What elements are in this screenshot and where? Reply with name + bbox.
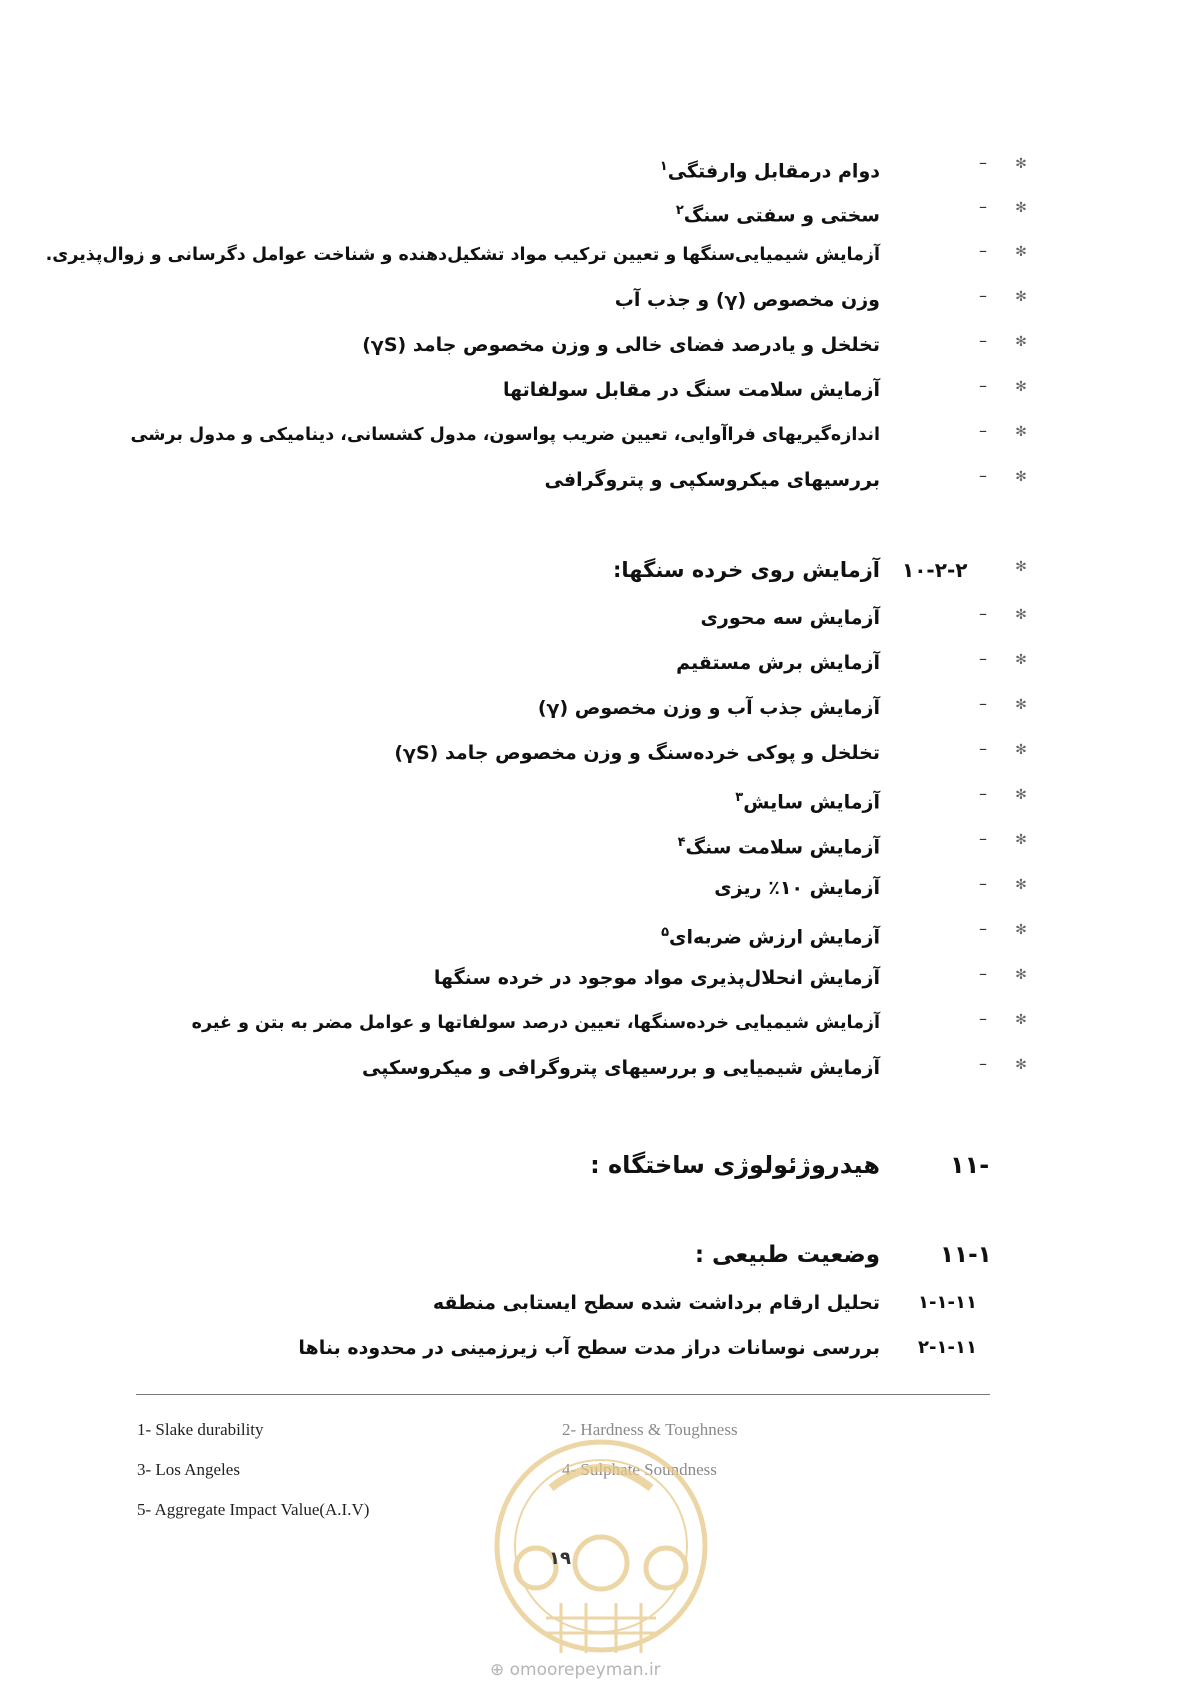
bullet-star-icon: ✻ [1015, 1012, 1027, 1028]
list-item [0, 196, 1190, 240]
bullet-star-icon: ✻ [1015, 967, 1027, 983]
bullet-dash-icon: – [979, 829, 987, 848]
list-item-text: آزمایش برش مستقیم [676, 652, 880, 674]
bullet-dash-icon: – [979, 604, 987, 623]
bullet-star-icon: ✻ [1015, 922, 1027, 938]
list-item-text: دوام درمقابل وارفتگی$^١$ [659, 159, 880, 183]
watermark-site-text: ⊕ omoorepeyman.ir [490, 1660, 661, 1680]
bullet-star-icon: ✻ [1015, 559, 1027, 575]
bullet-star-icon: ✻ [1015, 289, 1027, 305]
bullet-star-icon: ✻ [1015, 244, 1027, 260]
list-item-text: آزمایش سایش$^٣$ [735, 790, 880, 814]
bullet-star-icon: ✻ [1015, 877, 1027, 893]
list-item [0, 693, 1190, 737]
bullet-star-icon: ✻ [1015, 469, 1027, 485]
section-number: -١١ [950, 1151, 990, 1179]
list-item [0, 648, 1190, 692]
bullet-dash-icon: – [979, 919, 987, 938]
bullet-dash-icon: – [979, 421, 987, 440]
list-item-text: آزمایش جذب آب و وزن مخصوص (γ) [537, 697, 880, 719]
list-item-text: آزمایش سلامت سنگ در مقابل سولفاتها [502, 379, 880, 401]
bullet-star-icon: ✻ [1015, 334, 1027, 350]
bullet-star-icon: ✻ [1015, 156, 1027, 172]
list-item-text: تخلخل و پوکی خرده‌سنگ و وزن مخصوص جامد (γS) [394, 742, 880, 764]
footnote-1: 1- Slake durability [137, 1420, 264, 1439]
list-item-text: آزمایش شیمیایی و بررسیهای پتروگرافی و میکروسکپی [362, 1057, 880, 1079]
list-item-text: آزمایش سلامت سنگ$^۴$ [677, 835, 880, 859]
list-item-text: سختی و سفتی سنگ$^٢$ [675, 203, 880, 227]
bullet-dash-icon: – [979, 197, 987, 216]
bullet-dash-icon: – [979, 874, 987, 893]
list-item-text: اندازه‌گیریهای فراآوایی، تعیین ضریب پواسون، مدول کشسانی، دینامیکی و مدول برشی [130, 425, 880, 445]
page-number: ١٩ [549, 1548, 571, 1569]
list-item [0, 918, 1190, 962]
bullet-star-icon: ✻ [1015, 424, 1027, 440]
list-item [0, 375, 1190, 419]
list-item [0, 873, 1190, 917]
footnote-4: 4- Sulphate Soundness [562, 1460, 717, 1479]
section-number: ٢-٢-١٠ [902, 558, 968, 582]
list-item-text: آزمایش انحلال‌پذیری مواد موجود در خرده سنگها [433, 967, 880, 989]
list-item [0, 783, 1190, 827]
section-heading [0, 555, 1190, 599]
bullet-dash-icon: – [979, 241, 987, 260]
list-item [0, 828, 1190, 872]
bullet-dash-icon: – [979, 649, 987, 668]
bullet-dash-icon: – [979, 784, 987, 803]
bullet-star-icon: ✻ [1015, 652, 1027, 668]
bullet-dash-icon: – [979, 694, 987, 713]
list-item [0, 1288, 1190, 1332]
subsection-heading [0, 1240, 1190, 1284]
bullet-dash-icon: – [979, 376, 987, 395]
bullet-dash-icon: – [979, 739, 987, 758]
bullet-dash-icon: – [979, 1009, 987, 1028]
list-item-text: بررسی نوسانات دراز مدت سطح آب زیرزمینی در محدوده بناها [298, 1337, 880, 1359]
list-item-text: آزمایش شیمیایی‌سنگها و تعیین ترکیب مواد تشکیل‌دهنده و شناخت عوامل دگرسانی و زوال‌پذیری. [45, 245, 880, 265]
footnote-2: 2- Hardness & Toughness [562, 1420, 738, 1439]
list-item-text: تخلخل و یادرصد فضای خالی و وزن مخصوص جامد (γS) [362, 334, 880, 356]
item-number: ١١-١-٢ [918, 1337, 977, 1358]
list-item-text: آزمایش ١٠٪ ریزی [714, 877, 880, 899]
section-title: هیدروژئولوژی ساختگاه : [590, 1151, 880, 1179]
list-item [0, 963, 1190, 1007]
footnote-divider [136, 1394, 990, 1395]
list-item [0, 603, 1190, 647]
list-item [0, 1008, 1190, 1052]
watermark-seal-icon [476, 1428, 726, 1668]
section-number: ١-١١ [940, 1242, 992, 1268]
list-item [0, 465, 1190, 509]
bullet-star-icon: ✻ [1015, 697, 1027, 713]
bullet-dash-icon: – [979, 466, 987, 485]
list-item [0, 420, 1190, 464]
globe-icon: ⊕ [490, 1660, 505, 1680]
section-heading [0, 1150, 1190, 1194]
footnote-3: 3- Los Angeles [137, 1460, 240, 1479]
list-item [0, 240, 1190, 284]
bullet-star-icon: ✻ [1015, 787, 1027, 803]
bullet-star-icon: ✻ [1015, 742, 1027, 758]
list-item [0, 330, 1190, 374]
section-title: وضعیت طبیعی : [694, 1242, 880, 1268]
bullet-star-icon: ✻ [1015, 832, 1027, 848]
bullet-dash-icon: – [979, 1054, 987, 1073]
section-title: آزمایش روی خرده سنگها: [612, 558, 880, 582]
list-item-text: آزمایش ارزش ضربه‌ای$^۵$ [661, 925, 880, 949]
bullet-dash-icon: – [979, 964, 987, 983]
bullet-star-icon: ✻ [1015, 1057, 1027, 1073]
list-item-text: آزمایش سه محوری [700, 607, 880, 629]
list-item [0, 738, 1190, 782]
list-item-text: وزن مخصوص (γ) و جذب آب [614, 289, 880, 311]
bullet-dash-icon: – [979, 286, 987, 305]
bullet-star-icon: ✻ [1015, 200, 1027, 216]
list-item-text: تحلیل ارقام برداشت شده سطح ایستابی منطقه [432, 1292, 880, 1314]
footnote-5: 5- Aggregate Impact Value(A.I.V) [137, 1500, 370, 1519]
bullet-star-icon: ✻ [1015, 379, 1027, 395]
list-item [0, 152, 1190, 196]
item-number: ١١-١-١ [918, 1292, 977, 1313]
list-item-text: بررسیهای میکروسکپی و پتروگرافی [544, 469, 880, 491]
list-item-text: آزمایش شیمیایی خرده‌سنگها، تعیین درصد سولفاتها و عوامل مضر به بتن و غیره [191, 1013, 880, 1033]
bullet-dash-icon: – [979, 153, 987, 172]
list-item [0, 1053, 1190, 1097]
bullet-dash-icon: – [979, 331, 987, 350]
bullet-star-icon: ✻ [1015, 607, 1027, 623]
list-item [0, 1333, 1190, 1377]
list-item [0, 285, 1190, 329]
